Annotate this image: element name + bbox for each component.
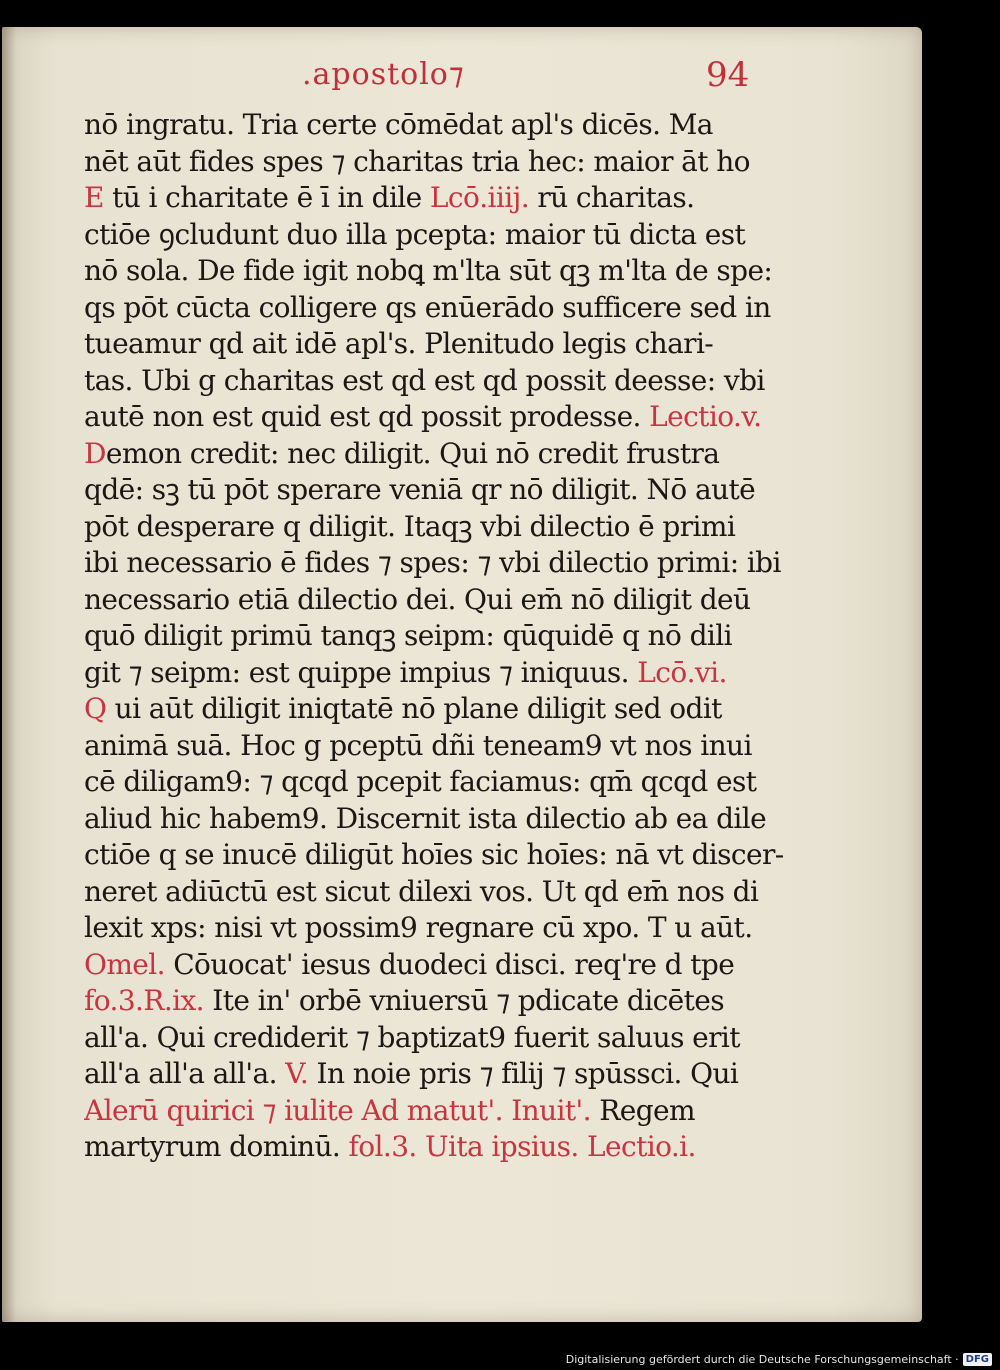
text-line: [84, 910, 824, 947]
body-text: necessario etiā dilectio dei. Qui em̄ nō diligit deū: [84, 582, 751, 616]
body-text: emon credit: nec diligit. Qui nō credit frustra: [105, 436, 720, 470]
folio-number: 94: [706, 55, 750, 95]
rubric-text: D: [84, 436, 106, 470]
text-line: [84, 801, 824, 838]
text-line: [84, 947, 824, 984]
text-line: [84, 1020, 824, 1057]
text-line: [84, 1093, 824, 1130]
body-text: rū charitas.: [529, 181, 695, 214]
running-head: .apostolo⁊: [302, 57, 465, 92]
body-text: pōt desperare q diligit. Itaqꝫ vbi dilectio ē primi: [84, 509, 736, 543]
body-text: cē diligam9: ⁊ qcqd pcepit faciamus: qm̄ qcqd est: [84, 765, 757, 798]
body-text: ctiōe ꝯcludunt duo illa pcepta: maior tū dicta est: [84, 217, 746, 251]
rubric-text: Lcō.vi.: [637, 655, 727, 689]
body-text: martyrum dominū.: [84, 1130, 349, 1163]
text-block: [84, 107, 824, 1166]
text-line: [84, 837, 824, 874]
rubric-text: fol.3. Uita ipsius. Lectio.i.: [348, 1130, 696, 1163]
body-text: animā suā. Hoc g pceptū dñi teneam9 vt nos inui: [84, 728, 752, 762]
text-line: [84, 874, 824, 911]
body-text: neret adiūctū est sicut dilexi vos. Ut qd em̄ nos di: [84, 874, 759, 908]
text-line: [84, 436, 824, 473]
text-line: [84, 1129, 824, 1166]
rubric-text: E: [84, 181, 104, 214]
text-line: [84, 107, 824, 144]
text-line: [84, 618, 824, 655]
text-line: [84, 509, 824, 546]
footer-credit: [566, 1353, 992, 1366]
rubric-text: Q: [84, 692, 107, 725]
body-text: nō ingratu. Tria certe cōmēdat apl's dicēs. Ma: [84, 108, 713, 141]
text-line: [84, 655, 824, 692]
rubric-text: fo.3.R.ix.: [84, 984, 204, 1017]
text-line: [84, 180, 824, 217]
body-text: ibi necessario ē fides ⁊ spes: ⁊ vbi dilectio primi: ibi: [84, 546, 781, 579]
body-text: qs pōt cūcta colligere qs enūerādo sufficere sed in: [84, 290, 771, 324]
body-text: qdē: sꝫ tū pōt sperare veniā qr nō diligit. Nō autē: [84, 473, 756, 506]
body-text: tū i charitate ē ī in dile: [103, 181, 430, 214]
rubric-text: Alerū quirici ⁊ iulite Ad matut'. Inuit'.: [84, 1093, 591, 1127]
body-text: lexit xps: nisi vt possim9 regnare cū xpo. T u aūt.: [84, 911, 753, 944]
text-line: [84, 1056, 824, 1093]
body-text: Cōuocat' iesus duodeci disci. req're d tpe: [164, 947, 735, 981]
body-text: In noie pris ⁊ filij ⁊ spūssci. Qui: [308, 1057, 739, 1090]
body-text: quō diligit primū tanqꝫ seipm: qūquidē q nō dili: [84, 619, 732, 652]
book-page: [2, 27, 922, 1322]
text-line: [84, 326, 824, 363]
body-text: Regem: [590, 1093, 695, 1127]
body-text: git ⁊ seipm: est quippe impius ⁊ iniquus.: [84, 655, 638, 689]
text-line: [84, 253, 824, 290]
body-text: all'a. Qui crediderit ⁊ baptizat9 fuerit saluus erit: [84, 1020, 740, 1054]
text-line: [84, 545, 824, 582]
body-text: ui aūt diligit iniqtatē nō plane diligit sed odit: [106, 692, 722, 725]
body-text: tueamur qd ait idē apl's. Plenitudo legis chari-: [84, 327, 714, 360]
rubric-text: Lectio.v.: [649, 400, 762, 433]
text-line: [84, 764, 824, 801]
rubric-text: V.: [285, 1057, 309, 1090]
body-text: ctiōe q se inucē diligūt hoīes sic hoīes: nā vt discer-: [84, 838, 784, 871]
body-text: Ite in' orbē vniuersū ⁊ pdicate dicētes: [203, 984, 725, 1017]
text-line: [84, 399, 824, 436]
body-text: nēt aūt fides spes ⁊ charitas tria hec: maior āt ho: [84, 144, 750, 178]
text-line: [84, 472, 824, 509]
text-line: [84, 983, 824, 1020]
text-line: [84, 144, 824, 181]
dfg-logo-icon: DFG: [963, 1353, 992, 1366]
text-line: [84, 728, 824, 765]
body-text: autē non est quid est qd possit prodesse.: [84, 400, 650, 433]
rubric-text: Lcō.iiij.: [429, 181, 530, 214]
body-text: nō sola. De fide igit nobꝗ m'lta sūt qꝫ m'lta de spe:: [84, 254, 773, 287]
text-line: [84, 290, 824, 327]
text-line: [84, 691, 824, 728]
text-line: [84, 363, 824, 400]
body-text: tas. Ubi g charitas est qd est qd possit deesse: vbi: [84, 363, 765, 397]
body-text: all'a all'a all'a.: [84, 1057, 286, 1090]
text-line: [84, 582, 824, 619]
footer-credit-text: Digitalisierung gefördert durch die Deutsche Forschungsgemeinschaft ·: [565, 1353, 959, 1366]
body-text: aliud hic habem9. Discernit ista dilectio ab ea dile: [84, 801, 767, 835]
text-line: [84, 217, 824, 254]
rubric-text: Omel.: [84, 947, 165, 981]
